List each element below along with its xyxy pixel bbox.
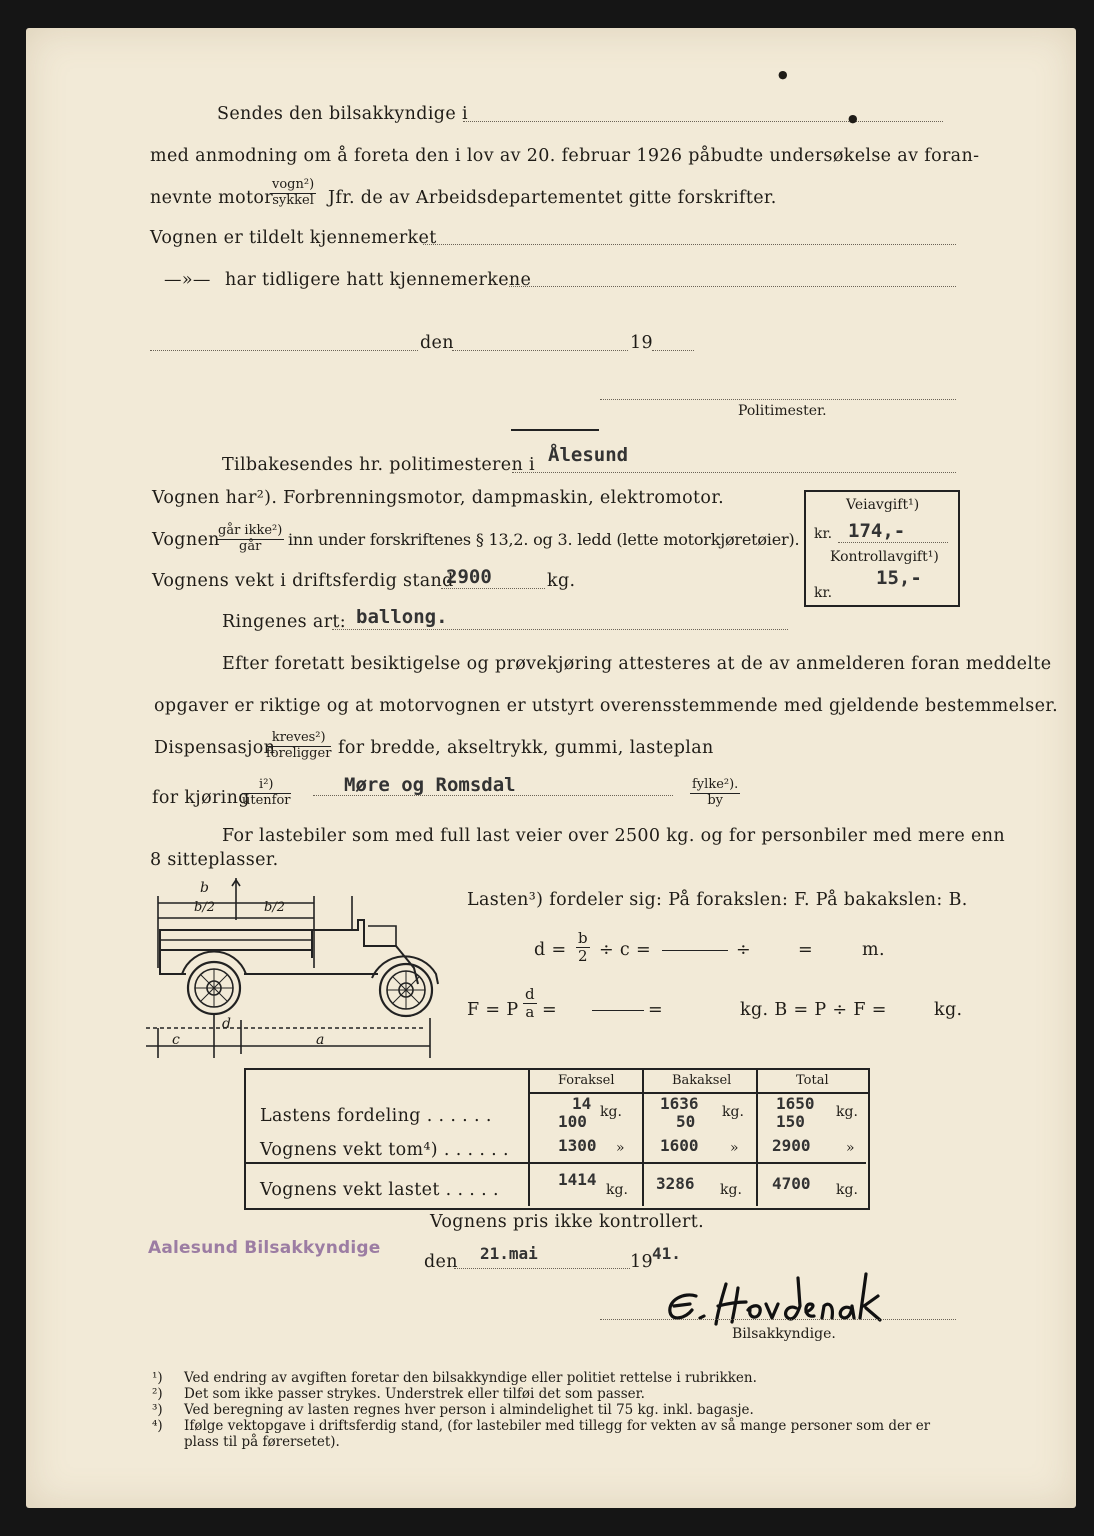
cell-total-lasten: 1650 — [776, 1094, 815, 1113]
cell-total-tom: 2900 — [772, 1136, 811, 1155]
dim-a: a — [316, 1032, 325, 1048]
section-divider — [511, 429, 599, 431]
footnote: ²) Det som ikke passer strykes. Understrek eller tilføi det som passer. — [152, 1386, 645, 1402]
vogn-sykkel-fraction: vogn²) sykkel — [272, 177, 315, 208]
truck-diagram — [146, 878, 446, 1058]
header-foraksel: Foraksel — [558, 1073, 615, 1088]
cell-foraksel-lastet: 1414 — [558, 1170, 597, 1189]
gar-fraction: går ikke²) går — [218, 523, 283, 554]
cell-foraksel-tom: 1300 — [558, 1136, 597, 1155]
footnotes — [152, 1370, 930, 1450]
attest-line-1: Efter foretatt besiktigelse og prøvekjøring attesteres at de av anmelderen foran meddelte — [222, 654, 1052, 674]
kontroll-label: Kontrollavgift¹) — [830, 549, 939, 565]
veiavgift-value: 174,- — [848, 520, 906, 542]
tildelt-text: Vognen er tildelt kjennemerket — [150, 228, 437, 248]
i-utenfor-fraction: i²) utenfor — [242, 777, 291, 808]
veiavgift-field[interactable] — [838, 542, 948, 543]
vekt-unit: kg. — [547, 571, 576, 591]
header-bakaksel: Bakaksel — [672, 1073, 732, 1088]
lasten-text: Lasten³) fordeler sig: På forakslen: F. På bakakslen: B. — [467, 890, 968, 910]
d-eq: d = — [534, 940, 567, 960]
b-over-2: b 2 — [578, 929, 588, 966]
d-over-a: d a — [525, 985, 535, 1022]
cell-foraksel-lasten-sub: 100 — [558, 1112, 587, 1131]
kontroll-kr: kr. — [814, 585, 833, 601]
tidligere-text: har tidligere hatt kjennemerkene — [225, 270, 532, 290]
eq-sign-3: = — [648, 1000, 664, 1020]
eq-sign-2: = — [542, 1000, 558, 1020]
vognen-label: Vognen — [152, 530, 220, 550]
nevnte-text: nevnte motor — [150, 188, 273, 208]
footnote: ¹) Ved endring av avgiften foretar den bilsakkyndige eller politiet rettelse i rubrikken. — [152, 1370, 757, 1386]
footer-date-field[interactable] — [454, 1268, 630, 1269]
kreves-fraction: kreves²) foreligger — [266, 730, 332, 761]
cell-bakaksel-lasten: 1636 — [660, 1094, 699, 1113]
unit: kg. — [720, 1182, 742, 1198]
cell-total-lasten-sub: 150 — [776, 1112, 805, 1131]
footer-den: den — [424, 1252, 458, 1272]
dim-c: c — [172, 1032, 180, 1048]
for-bredde-text: for bredde, akseltrykk, gummi, lasteplan — [338, 738, 714, 758]
dispensasjon-label: Dispensasjon — [154, 738, 276, 758]
div-sign: ÷ — [736, 940, 752, 960]
dim-b-half-left: b/2 — [194, 900, 215, 915]
unit: kg. — [606, 1182, 628, 1198]
cell-bakaksel-tom: 1600 — [660, 1136, 699, 1155]
office-stamp: Aalesund Bilsakkyndige — [148, 1238, 381, 1258]
footer-date: 21.mai — [480, 1244, 538, 1263]
unit-m: m. — [862, 940, 885, 960]
footnote: ⁴) Ifølge vektopgave i driftsferdig stand, (for lastebiler med tillegg for vekten av så mange personer som der er — [152, 1418, 931, 1434]
lastebiler-line-2: 8 sitteplasser. — [150, 850, 279, 870]
weight-table — [244, 1068, 870, 1210]
sendes-text: Sendes den bilsakkyndige i — [217, 104, 468, 124]
vekt-value: 2900 — [446, 566, 492, 588]
inn-under-text: inn under forskriftenes § 13,2. og 3. ledd (lette motorkjøretøier). — [288, 530, 800, 549]
kjennemerke-field[interactable] — [423, 244, 956, 245]
kg-end: kg. — [934, 1000, 963, 1020]
kg-b-text: kg. B = P ÷ F = — [740, 1000, 887, 1020]
veiavgift-kr: kr. — [814, 526, 833, 542]
year-field[interactable] — [652, 350, 694, 351]
footer-year-prefix: 19 — [630, 1252, 653, 1272]
row-label-lastens: Lastens fordeling . . . . . . — [260, 1106, 492, 1126]
unit: kg. — [600, 1104, 622, 1120]
unit: kg. — [722, 1104, 744, 1120]
sendes-field[interactable] — [463, 121, 943, 122]
f-eq: F = P — [467, 1000, 519, 1020]
ditto-mark: » — [730, 1140, 739, 1156]
date-field[interactable] — [452, 350, 628, 351]
row-label-lastet: Vognens vekt lastet . . . . . — [260, 1180, 499, 1200]
cell-total-lastet: 4700 — [772, 1174, 811, 1193]
ditto-mark: —»— — [164, 270, 211, 290]
fee-box — [804, 490, 960, 607]
ink-mark: ● — [778, 68, 788, 81]
dim-d: d — [222, 1016, 231, 1032]
cell-bakaksel-lasten-sub: 50 — [676, 1112, 696, 1131]
unit: kg. — [836, 1104, 858, 1120]
city-field[interactable] — [512, 472, 956, 473]
signature-field[interactable] — [600, 1319, 956, 1320]
vekt-field[interactable] — [441, 588, 545, 589]
formula-blank-1[interactable] — [662, 950, 728, 951]
formula-blank-2[interactable] — [592, 1010, 644, 1011]
tilbake-text: Tilbakesendes hr. politimesteren i — [222, 455, 535, 475]
header-total: Total — [796, 1073, 829, 1088]
region-value: Møre og Romsdal — [344, 774, 516, 796]
dim-b-half-right: b/2 — [264, 900, 285, 915]
den-text: den — [420, 333, 454, 353]
bilsakkyndige-label: Bilsakkyndige. — [732, 1326, 836, 1342]
ringenes-field[interactable] — [332, 629, 788, 630]
ditto-mark: » — [616, 1140, 625, 1156]
cell-foraksel-lasten: 14 — [572, 1094, 592, 1113]
place-field[interactable] — [150, 350, 418, 351]
cell-bakaksel-lastet: 3286 — [656, 1174, 695, 1193]
city-value: Ålesund — [548, 444, 629, 466]
pris-text: Vognens pris ikke kontrollert. — [430, 1212, 704, 1232]
footer-year: 41. — [652, 1244, 681, 1263]
ringenes-label: Ringenes art: — [222, 612, 347, 632]
minus-c: ÷ c = — [599, 940, 652, 960]
veiavgift-label: Veiavgift¹) — [846, 497, 920, 513]
dim-b: b — [200, 880, 209, 896]
vognen-har-text: Vognen har²). Forbrenningsmotor, dampmaskin, elektromotor. — [152, 488, 725, 508]
politimester-signature-field[interactable] — [600, 399, 956, 400]
eq-sign: = — [798, 940, 814, 960]
politimester-label: Politimester. — [738, 403, 827, 419]
unit: kg. — [836, 1182, 858, 1198]
kontroll-value: 15,- — [876, 567, 922, 589]
attest-line-2: opgaver er riktige og at motorvognen er utstyrt overensstemmende med gjeldende bestemmelser. — [154, 696, 1058, 716]
document-page — [26, 28, 1076, 1508]
anmodning-text: med anmodning om å foreta den i lov av 20. februar 1926 påbudte undersøkelse av foran- — [150, 146, 980, 166]
vekt-label: Vognens vekt i driftsferdig stand — [152, 571, 454, 591]
row-label-tom: Vognens vekt tom⁴) . . . . . . — [260, 1140, 509, 1160]
lastebiler-line-1: For lastebiler som med full last veier over 2500 kg. og for personbiler med mere enn — [222, 826, 1005, 846]
footnote: ³) Ved beregning av lasten regnes hver person i almindelighet til 75 kg. inkl. bagasje. — [152, 1402, 754, 1418]
truck-drawing — [146, 878, 446, 1058]
ink-mark: ● — [848, 112, 858, 125]
ditto-mark: » — [846, 1140, 855, 1156]
footnote: plass til på førersetet). — [184, 1434, 340, 1450]
year-prefix: 19 — [630, 333, 653, 353]
ringenes-value: ballong. — [356, 606, 448, 628]
jfr-text: Jfr. de av Arbeidsdepartementet gitte forskrifter. — [328, 188, 777, 208]
fylke-by-fraction: fylke²). by — [692, 777, 739, 808]
for-kjoring-label: for kjøring — [152, 788, 250, 808]
tidligere-field[interactable] — [509, 286, 956, 287]
